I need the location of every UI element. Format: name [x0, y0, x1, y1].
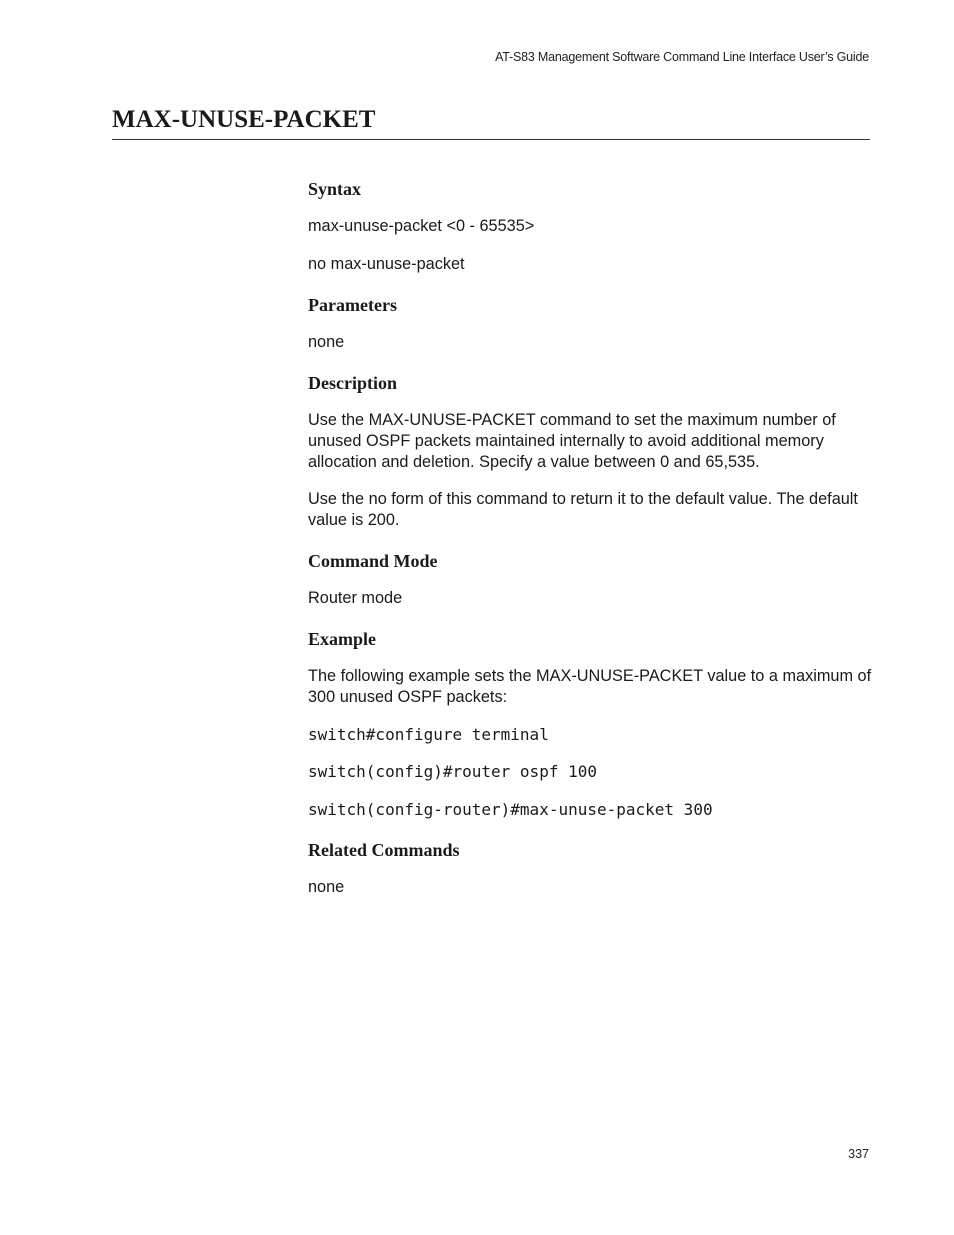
example-code-line-2: switch(config)#router ospf 100 — [308, 762, 597, 781]
description-paragraph-1: Use the MAX-UNUSE-PACKET command to set the maximum number of unused OSPF packets maintained internally to avoid additional memory allocation and deletion. Specify a value between 0 and 65,535. — [308, 411, 836, 471]
example-intro: The following example sets the MAX-UNUSE-PACKET value to a maximum of 300 unused OSPF packets: — [308, 667, 872, 706]
syntax-heading: Syntax — [308, 179, 362, 199]
title-rule — [112, 139, 870, 140]
page-title: MAX-UNUSE-PACKET — [112, 106, 376, 133]
parameters-text: none — [308, 333, 345, 351]
page-number: 337 — [848, 1147, 869, 1161]
example-heading: Example — [308, 629, 377, 649]
command-mode-text: Router mode — [308, 589, 403, 607]
parameters-heading: Parameters — [308, 295, 397, 315]
example-code-line-1: switch#configure terminal — [308, 725, 549, 744]
body-column — [308, 178, 878, 898]
command-mode-heading: Command Mode — [308, 551, 438, 571]
syntax-line-1: max-unuse-packet <0 - 65535> — [308, 217, 535, 235]
description-heading: Description — [308, 373, 397, 393]
example-code-line-3: switch(config-router)#max-unuse-packet 300 — [308, 800, 713, 819]
related-commands-text: none — [308, 878, 345, 896]
description-paragraph-2: Use the no form of this command to return it to the default value. The default value is 200. — [308, 490, 858, 529]
running-header: AT-S83 Management Software Command Line Interface User’s Guide — [495, 50, 869, 64]
syntax-line-2: no max-unuse-packet — [308, 255, 465, 273]
related-commands-heading: Related Commands — [308, 840, 460, 860]
